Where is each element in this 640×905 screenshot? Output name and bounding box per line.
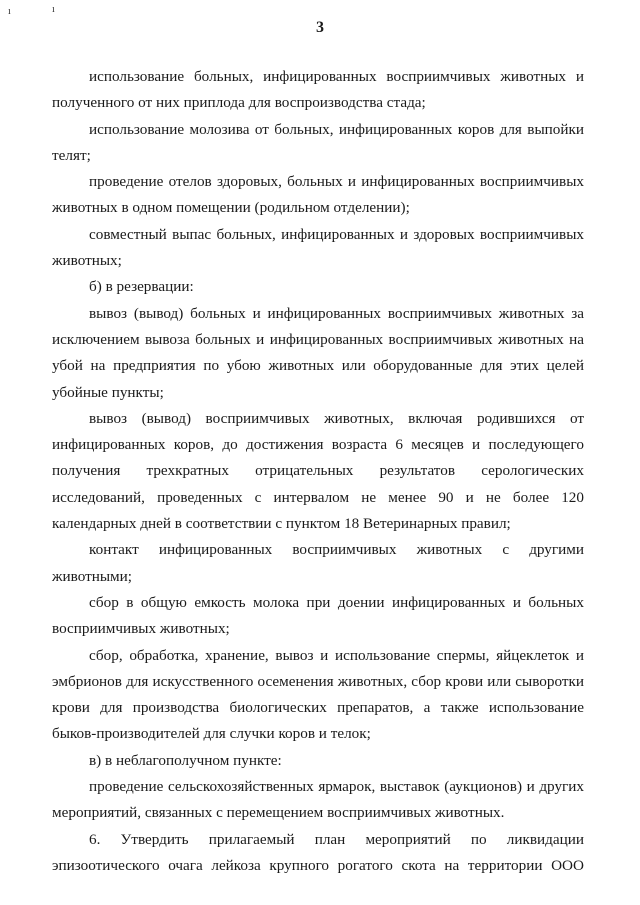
section-heading: в) в неблагополучном пункте: [89, 751, 282, 769]
paragraph: контакт инфицированных восприимчивых животных с другими животными; [52, 541, 584, 585]
document-body [52, 64, 584, 879]
scan-mark: ı [52, 4, 55, 15]
paragraph: использование молозива от больных, инфицированных коров для выпойки телят; [52, 120, 584, 164]
paragraph: совместный выпас больных, инфицированных и здоровых восприимчивых животных; [52, 225, 584, 270]
paragraph: вывоз (вывод) больных и инфицированных восприимчивых животных за исключением вывоза больных и инфицированных восприимчивых животных на убой на предприятия по убою животных или оборудованные для этих целей убойные пункты; [52, 304, 584, 401]
paragraph: проведение отелов здоровых, больных и инфицированных восприимчивых животных в одном помещении (родильном отделении); [52, 173, 584, 217]
paragraph: использование больных, инфицированных восприимчивых животных и полученного от них приплода для воспроизводства стада; [52, 68, 584, 112]
paragraph: проведение сельскохозяйственных ярмарок, выставок (аукционов) и других мероприятий, связанных с перемещением восприимчивых животных. [52, 778, 584, 822]
page-number: 3 [316, 19, 324, 36]
numbered-paragraph: 6. Утвердить прилагаемый план мероприятий по ликвидации эпизоотического очага лейкоза крупного рогатого скота на территории ООО [52, 830, 584, 874]
paragraph: вывоз (вывод) восприимчивых животных, включая родившихся от инфицированных коров, до достижения возраста 6 месяцев и последующего получения трехкратных отрицательных результатов серологических исследований, проведенных с интервалом не менее 90 и не более 120 календарных дней в соответствии с пунктом 18 Ветеринарных правил; [52, 409, 584, 533]
scan-mark: ı [8, 6, 11, 17]
paragraph: сбор в общую емкость молока при доении инфицированных и больных восприимчивых животных; [52, 593, 584, 638]
section-heading: б) в резервации: [89, 278, 194, 296]
paragraph: сбор, обработка, хранение, вывоз и использование спермы, яйцеклеток и эмбрионов для искусственного осеменения животных, сбор крови или сыворотки крови для производства биологических препаратов, а также использование быков-производителей для случки коров и телок; [52, 646, 584, 743]
